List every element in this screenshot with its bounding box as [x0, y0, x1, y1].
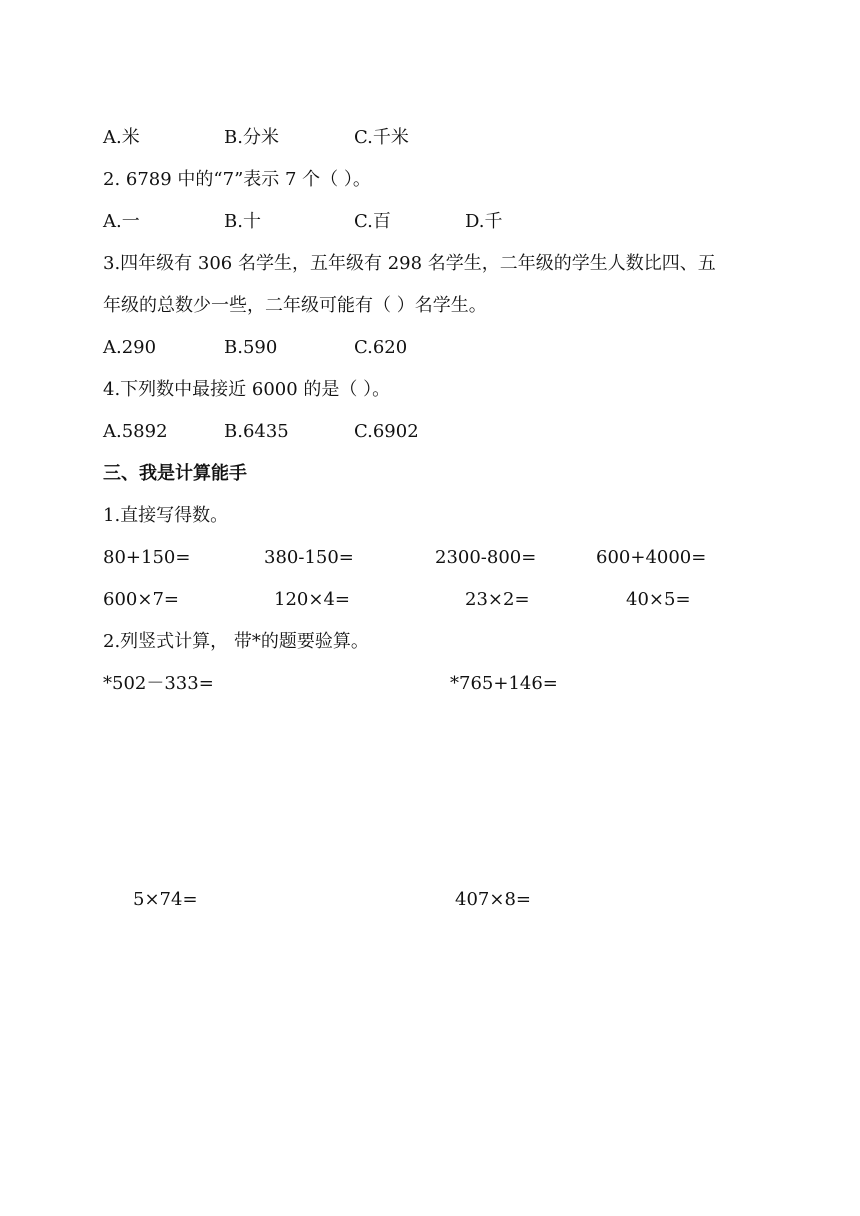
q4-text: 4.下列数中最接近 6000 的是（ ）。 — [103, 379, 391, 400]
q4-option-b: B.6435 — [224, 421, 289, 442]
q2-option-a: A.一 — [103, 211, 140, 232]
q2-option-c: C.百 — [354, 211, 391, 232]
calc-row1-item2: 380-150= — [264, 547, 354, 568]
vertical-calc-4: 407×8= — [455, 889, 531, 910]
q2-option-b: B.十 — [224, 211, 261, 232]
calc-row2-item2: 120×4= — [274, 589, 350, 610]
q3-option-c: C.620 — [354, 337, 408, 358]
vertical-calc-3: 5×74= — [133, 889, 198, 910]
calc-row1-item3: 2300-800= — [435, 547, 537, 568]
vertical-calc-1: *502－333= — [103, 673, 214, 694]
calc-row1-item1: 80+150= — [103, 547, 191, 568]
q1-option-a: A.米 — [103, 127, 140, 148]
q1-option-c: C.千米 — [354, 127, 409, 148]
q3-text-line2: 年级的总数少一些，二年级可能有（ ）名学生。 — [103, 295, 487, 316]
calc-row1-item4: 600+4000= — [596, 547, 707, 568]
calc-row2-item3: 23×2= — [465, 589, 530, 610]
part2-title: 2.列竖式计算， 带*的题要验算。 — [103, 631, 369, 652]
q3-option-b: B.590 — [224, 337, 278, 358]
q3-option-a: A.290 — [103, 337, 157, 358]
vertical-calc-2: *765+146= — [450, 673, 558, 694]
part1-title: 1.直接写得数。 — [103, 505, 229, 526]
q2-option-d: D.千 — [465, 211, 503, 232]
q2-text: 2. 6789 中的“7”表示 7 个（ ）。 — [103, 169, 371, 190]
q1-option-b: B.分米 — [224, 127, 279, 148]
q3-text-line1: 3.四年级有 306 名学生，五年级有 298 名学生，二年级的学生人数比四、五 — [103, 253, 716, 274]
q4-option-a: A.5892 — [103, 421, 168, 442]
section3-heading: 三、我是计算能手 — [103, 463, 247, 484]
calc-row2-item1: 600×7= — [103, 589, 179, 610]
calc-row2-item4: 40×5= — [626, 589, 691, 610]
q4-option-c: C.6902 — [354, 421, 419, 442]
